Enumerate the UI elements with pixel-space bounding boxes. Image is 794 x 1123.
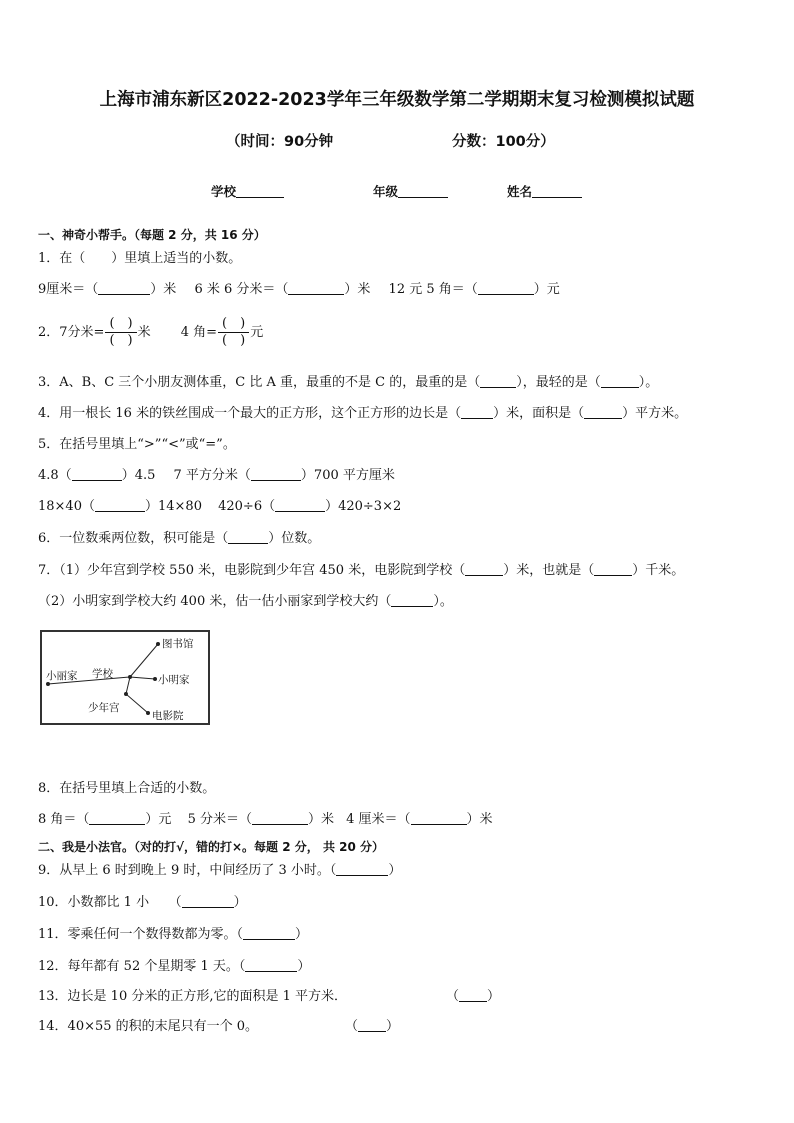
map-label-youth-palace: 少年宫 bbox=[88, 702, 120, 714]
answer-blank[interactable] bbox=[594, 562, 632, 580]
question-7-part-2: （2）小明家到学校大约 400 米，估一估小丽家到学校大约（ ）。 bbox=[38, 594, 453, 609]
question-1-blanks: 9厘米＝（ ）米 6 米 6 分米＝（ ）米 12 元 5 角＝（ ）元 bbox=[38, 282, 560, 297]
question-14-answer: （ ） bbox=[345, 1019, 400, 1034]
name-field[interactable] bbox=[507, 182, 582, 200]
answer-blank[interactable] bbox=[252, 811, 308, 829]
answer-blank[interactable] bbox=[601, 374, 639, 392]
answer-blank[interactable] bbox=[584, 405, 622, 423]
grade-label: 年级 bbox=[373, 184, 399, 199]
name-label: 姓名 bbox=[507, 184, 533, 199]
answer-blank[interactable] bbox=[228, 530, 268, 548]
question-9: 9．从早上 6 时到晚上 9 时，中间经历了 3 小时。（ ） bbox=[38, 863, 402, 878]
school-field[interactable] bbox=[211, 182, 284, 200]
question-14: 14．40×55 的积的末尾只有一个 0。 bbox=[38, 1019, 259, 1034]
school-label: 学校 bbox=[211, 184, 237, 199]
answer-blank[interactable] bbox=[411, 811, 467, 829]
answer-blank[interactable] bbox=[72, 467, 122, 485]
route-map bbox=[40, 630, 210, 725]
question-4: 4．用一根长 16 米的铁丝围成一个最大的正方形，这个正方形的边长是（ ）米，面积是（ ）平方米。 bbox=[38, 406, 688, 421]
grade-field[interactable] bbox=[373, 182, 448, 200]
question-12: 12．每年都有 52 个星期零 1 天。（ ） bbox=[38, 959, 311, 974]
answer-blank[interactable] bbox=[391, 593, 433, 611]
question-5: 5．在括号里填上“>”“<”或“=”。 bbox=[38, 437, 236, 452]
answer-blank[interactable] bbox=[358, 1018, 386, 1036]
answer-blank[interactable] bbox=[98, 281, 150, 299]
section-one-heading: 一、神奇小帮手。（每题 2 分，共 16 分） bbox=[38, 228, 266, 242]
question-1: 1．在（ ）里填上适当的小数。 bbox=[38, 251, 242, 266]
question-13-answer: （ ） bbox=[446, 989, 501, 1004]
answer-blank[interactable] bbox=[465, 562, 503, 580]
question-2: 2．7分米= $\frac{( )}{( )}$ 米 4 角= $\frac{( )}{( )}$ 元 bbox=[38, 316, 264, 348]
answer-blank[interactable] bbox=[478, 281, 534, 299]
answer-blank[interactable] bbox=[288, 281, 344, 299]
answer-blank[interactable] bbox=[275, 498, 325, 516]
answer-blank[interactable] bbox=[89, 811, 145, 829]
question-13: 13．边长是 10 分米的正方形,它的面积是 1 平方米． bbox=[38, 989, 348, 1004]
question-8-blanks: 8 角＝（ ）元 5 分米＝（ ）米 4 厘米＝（ ）米 bbox=[38, 812, 493, 827]
question-5-row-2: 18×40（ ）14×80 420÷6（ ）420÷3×2 bbox=[38, 499, 402, 514]
answer-blank[interactable] bbox=[243, 926, 295, 944]
answer-blank[interactable] bbox=[461, 405, 493, 423]
question-8: 8．在括号里填上合适的小数。 bbox=[38, 781, 216, 796]
page-title: 上海市浦东新区2022-2023学年三年级数学第二学期期末复习检测模拟试题 bbox=[99, 90, 695, 110]
question-6: 6．一位数乘两位数，积可能是（ ）位数。 bbox=[38, 531, 321, 546]
question-11: 11．零乘任何一个数得数都为零。（ ） bbox=[38, 927, 309, 942]
map-label-xiaoli-home: 小丽家 bbox=[46, 670, 78, 682]
map-label-library: 图书馆 bbox=[162, 638, 194, 650]
answer-blank[interactable] bbox=[182, 894, 234, 912]
section-two-heading: 二、我是小法官。（对的打√，错的打×。每题 2 分， 共 20 分） bbox=[38, 840, 384, 854]
question-5-row-1: 4.8（ ）4.5 7 平方分米（ ）700 平方厘米 bbox=[38, 468, 395, 483]
fraction-blank[interactable]: $\frac{( )}{( )}$ bbox=[218, 316, 249, 349]
map-label-cinema: 电影院 bbox=[152, 710, 184, 722]
question-3: 3．A、B、C 三个小朋友测体重，C 比 A 重，最重的不是 C 的，最重的是（ ），最轻的是（ ）。 bbox=[38, 375, 659, 390]
exam-time: （时间：90分钟 bbox=[226, 134, 334, 150]
answer-blank[interactable] bbox=[95, 498, 145, 516]
answer-blank[interactable] bbox=[480, 374, 516, 392]
exam-score: 分数：100分） bbox=[452, 134, 555, 150]
fraction-blank[interactable]: $\frac{( )}{( )}$ bbox=[105, 316, 136, 349]
answer-blank[interactable] bbox=[459, 988, 487, 1006]
question-10: 10．小数都比 1 小 （ ） bbox=[38, 895, 247, 910]
answer-blank[interactable] bbox=[336, 862, 388, 880]
question-7-part-1: 7．（1）少年宫到学校 550 米，电影院到少年宫 450 米，电影院到学校（ ）米，也就是（ ）千米。 bbox=[38, 563, 685, 578]
answer-blank[interactable] bbox=[245, 958, 297, 976]
map-label-school: 学校 bbox=[92, 668, 113, 680]
map-label-xiaoming-home: 小明家 bbox=[158, 674, 190, 686]
answer-blank[interactable] bbox=[251, 467, 301, 485]
